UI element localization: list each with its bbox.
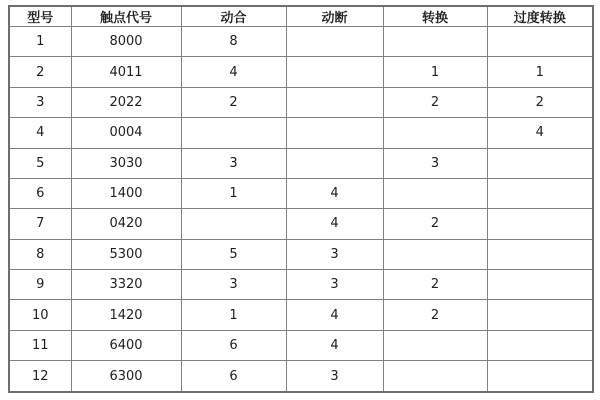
cell: 6 (9, 178, 71, 208)
cell: 3 (286, 239, 383, 269)
cell (181, 209, 286, 239)
cell: 8 (9, 239, 71, 269)
cell (487, 300, 593, 330)
cell: 4 (181, 57, 286, 87)
cell: 4 (286, 178, 383, 208)
cell: 5 (181, 239, 286, 269)
column-header-normally-open: 动合 (181, 6, 286, 27)
cell: 3 (286, 270, 383, 300)
cell: 0004 (71, 118, 181, 148)
table-row (9, 330, 593, 360)
cell (181, 118, 286, 148)
table-row (9, 361, 593, 392)
cell (487, 361, 593, 392)
column-header-model: 型号 (9, 6, 71, 27)
cell (487, 209, 593, 239)
cell: 5 (9, 148, 71, 178)
table-row (9, 270, 593, 300)
cell: 2 (383, 300, 487, 330)
cell: 12 (9, 361, 71, 392)
cell: 2022 (71, 87, 181, 117)
cell (286, 27, 383, 57)
cell: 2 (383, 270, 487, 300)
cell: 9 (9, 270, 71, 300)
cell: 2 (181, 87, 286, 117)
table-row (9, 87, 593, 117)
cell: 2 (487, 87, 593, 117)
table-row (9, 239, 593, 269)
cell: 2 (383, 209, 487, 239)
cell (487, 270, 593, 300)
column-header-transition-changeover: 过度转换 (487, 6, 593, 27)
cell: 3 (181, 270, 286, 300)
cell (286, 118, 383, 148)
cell: 3 (383, 148, 487, 178)
cell: 1 (383, 57, 487, 87)
cell: 1420 (71, 300, 181, 330)
cell: 4 (286, 300, 383, 330)
cell: 11 (9, 330, 71, 360)
cell: 2 (9, 57, 71, 87)
cell: 10 (9, 300, 71, 330)
table-row (9, 209, 593, 239)
cell (286, 148, 383, 178)
table-row (9, 178, 593, 208)
cell: 4 (286, 209, 383, 239)
cell (487, 178, 593, 208)
contact-spec-table (8, 5, 594, 393)
contact-spec-table-container (8, 5, 594, 393)
cell (383, 178, 487, 208)
cell (286, 57, 383, 87)
table-row (9, 300, 593, 330)
table-body (9, 27, 593, 393)
column-header-contact-code: 触点代号 (71, 6, 181, 27)
cell: 2 (383, 87, 487, 117)
cell (487, 27, 593, 57)
cell (487, 148, 593, 178)
cell: 0420 (71, 209, 181, 239)
cell (487, 239, 593, 269)
cell (383, 27, 487, 57)
cell (487, 330, 593, 360)
cell: 8 (181, 27, 286, 57)
cell: 4 (487, 118, 593, 148)
cell: 3 (181, 148, 286, 178)
cell (286, 87, 383, 117)
cell: 4011 (71, 57, 181, 87)
cell: 7 (9, 209, 71, 239)
cell: 6400 (71, 330, 181, 360)
table-row (9, 148, 593, 178)
column-header-changeover: 转换 (383, 6, 487, 27)
header-row (9, 6, 593, 27)
cell: 1 (181, 178, 286, 208)
cell: 1400 (71, 178, 181, 208)
table-row (9, 118, 593, 148)
cell: 1 (181, 300, 286, 330)
column-header-normally-closed: 动断 (286, 6, 383, 27)
table-row (9, 27, 593, 57)
cell: 5300 (71, 239, 181, 269)
cell: 4 (286, 330, 383, 360)
cell: 1 (487, 57, 593, 87)
table-header (9, 6, 593, 27)
cell: 3320 (71, 270, 181, 300)
cell (383, 330, 487, 360)
table-row (9, 57, 593, 87)
cell (383, 361, 487, 392)
cell: 3 (286, 361, 383, 392)
cell: 8000 (71, 27, 181, 57)
cell: 4 (9, 118, 71, 148)
cell (383, 118, 487, 148)
cell: 6300 (71, 361, 181, 392)
cell: 3030 (71, 148, 181, 178)
cell (383, 239, 487, 269)
cell: 1 (9, 27, 71, 57)
cell: 3 (9, 87, 71, 117)
cell: 6 (181, 361, 286, 392)
cell: 6 (181, 330, 286, 360)
